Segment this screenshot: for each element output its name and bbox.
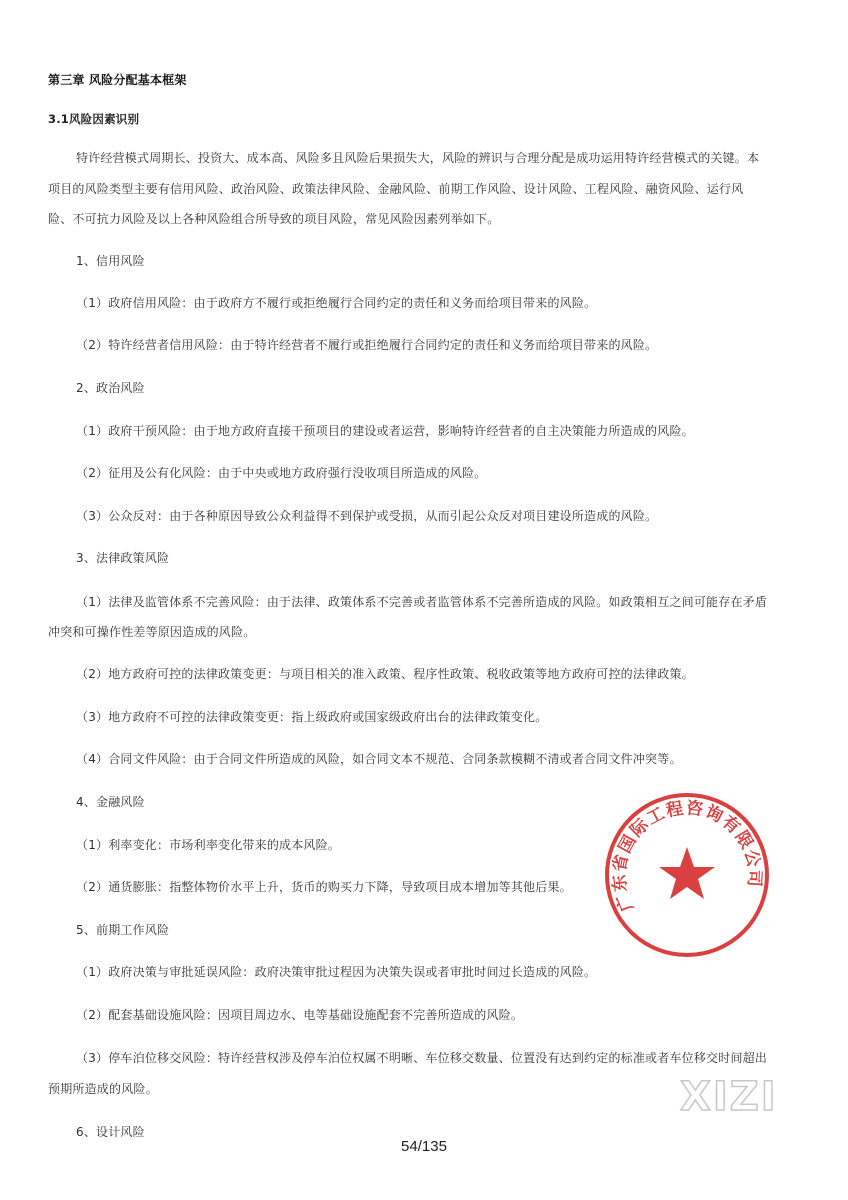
risk-item: （1）利率变化：市场利率变化带来的成本风险。: [76, 838, 341, 852]
risk-item: （2）征用及公有化风险：由于中央或地方政府强行没收项目所造成的风险。: [76, 466, 487, 480]
xizi-watermark-logo: [676, 1070, 796, 1118]
seal-text: 广东省国际工程咨询有限公司: [609, 798, 765, 915]
section-title: 3.1风险因素识别: [48, 112, 140, 126]
risk-category-credit: 1、信用风险: [76, 254, 145, 268]
seal-star-icon: [659, 847, 715, 899]
risk-item: （2）配套基础设施风险：因项目周边水、电等基础设施配套不完善所造成的风险。: [76, 1008, 524, 1022]
risk-item-continuation: 冲突和可操作性差等原因造成的风险。: [48, 625, 256, 639]
risk-item: （4）合同文件风险：由于合同文件所造成的风险，如合同文本不规范、合同条款模糊不清或者合同文件冲突等。: [76, 752, 682, 766]
risk-item: （1）政府干预风险：由于地方政府直接干预项目的建设或者运营，影响特许经营者的自主决策能力所造成的风险。: [76, 424, 694, 438]
risk-category-financial: 4、金融风险: [76, 795, 145, 809]
chapter-title: 第三章 风险分配基本框架: [48, 73, 187, 87]
risk-item-continuation: 预期所造成的风险。: [48, 1082, 158, 1096]
risk-category-political: 2、政治风险: [76, 381, 145, 395]
risk-item: （2）通货膨胀：指整体物价水平上升，货币的购买力下降，导致项目成本增加等其他后果。: [76, 880, 572, 894]
risk-category-preliminary: 5、前期工作风险: [76, 923, 170, 937]
risk-item: （3）公众反对：由于各种原因导致公众利益得不到保护或受损，从而引起公众反对项目建设所造成的风险。: [76, 509, 658, 523]
company-seal-stamp: [602, 790, 772, 960]
risk-category-design: 6、设计风险: [76, 1125, 145, 1139]
page-number: 54/135: [401, 1138, 447, 1155]
risk-item: （2）地方政府可控的法律政策变更：与项目相关的准入政策、程序性政策、税收政策等地方政府可控的法律政策。: [76, 667, 694, 681]
risk-item: （1）政府决策与审批延误风险：政府决策审批过程因为决策失误或者审批时间过长造成的风险。: [76, 965, 597, 979]
watermark-text: XIZI: [680, 1074, 778, 1118]
risk-category-legal: 3、法律政策风险: [76, 551, 170, 565]
intro-paragraph-line: 特许经营模式周期长、投资大、成本高、风险多且风险后果损失大，风险的辨识与合理分配是成功运用特许经营模式的关键。本: [76, 151, 760, 165]
risk-item: （2）特许经营者信用风险：由于特许经营者不履行或拒绝履行合同约定的责任和义务而给项目带来的风险。: [76, 338, 658, 352]
risk-item: （3）停车泊位移交风险：特许经营权涉及停车泊位权属不明晰、车位移交数量、位置没有达到约定的标准或者车位移交时间超出: [76, 1051, 768, 1065]
risk-item: （3）地方政府不可控的法律政策变更：指上级政府或国家级政府出台的法律政策变化。: [76, 710, 548, 724]
intro-paragraph-line: 险、不可抗力风险及以上各种风险组合所导致的项目风险，常见风险因素列举如下。: [48, 212, 500, 226]
risk-item: （1）政府信用风险：由于政府方不履行或拒绝履行合同约定的责任和义务而给项目带来的风险。: [76, 296, 597, 310]
intro-paragraph-line: 项目的风险类型主要有信用风险、政治风险、政策法律风险、金融风险、前期工作风险、设计风险、工程风险、融资风险、运行风: [48, 182, 744, 196]
risk-item: （1）法律及监管体系不完善风险：由于法律、政策体系不完善或者监管体系不完善所造成的风险。如政策相互之间可能存在矛盾: [76, 595, 768, 609]
